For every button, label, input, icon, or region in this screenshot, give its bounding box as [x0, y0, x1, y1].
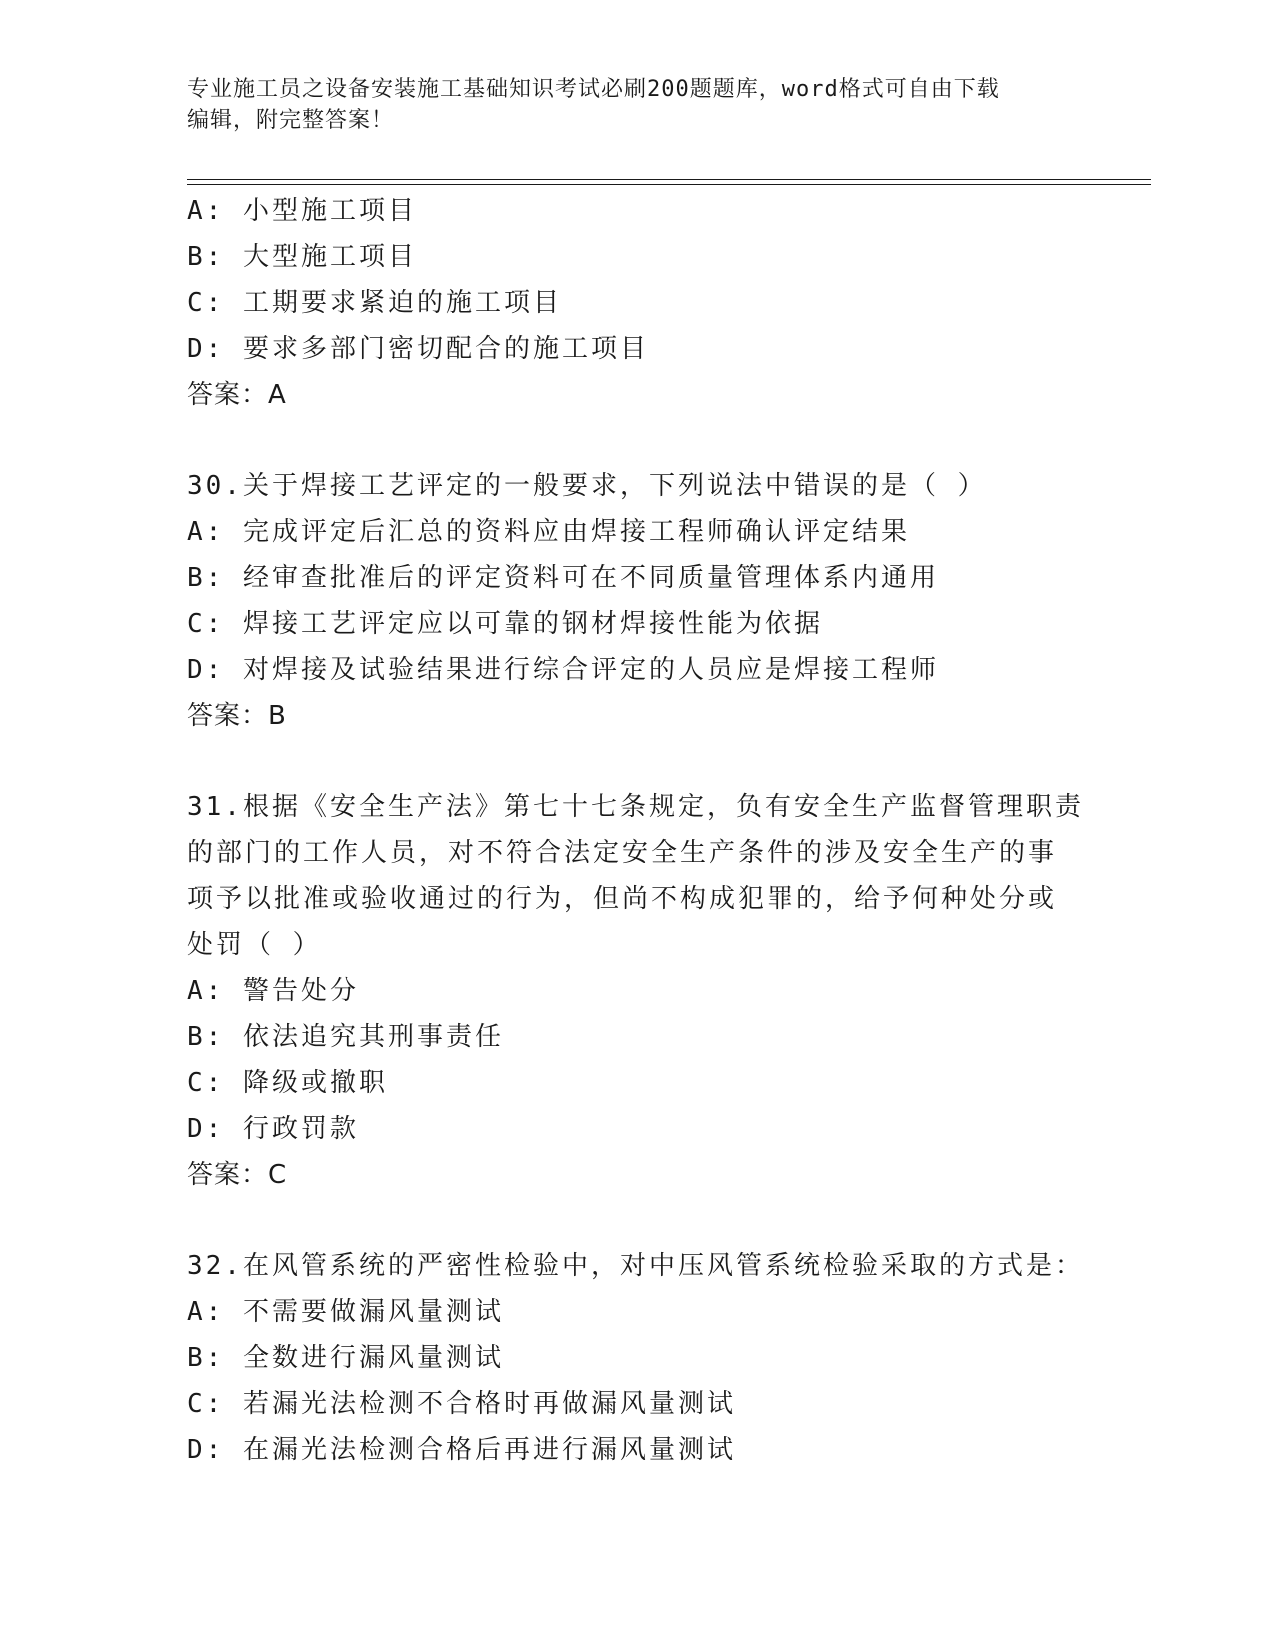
- spacer: [187, 1198, 1087, 1243]
- option-c: C: 焊接工艺评定应以可靠的钢材焊接性能为依据: [187, 609, 823, 639]
- question-stem-line-3: 项予以批准或验收通过的行为，但尚不构成犯罪的，给予何种处分或: [187, 884, 1058, 914]
- spacer: [187, 418, 1087, 463]
- option-d: D: 对焊接及试验结果进行综合评定的人员应是焊接工程师: [187, 655, 939, 685]
- answer: 答案：A: [187, 380, 287, 410]
- header-line-2: 编辑，附完整答案！: [187, 108, 395, 133]
- question-stem-line-2: 的部门的工作人员，对不符合法定安全生产条件的涉及安全生产的事: [187, 838, 1058, 868]
- question-29: [187, 188, 1087, 418]
- answer: 答案：C: [187, 1160, 288, 1190]
- question-list: [187, 188, 1087, 1473]
- option-d: D: 要求多部门密切配合的施工项目: [187, 334, 649, 364]
- question-stem: 30.关于焊接工艺评定的一般要求，下列说法中错误的是（ ）: [187, 471, 987, 501]
- option-b: B: 依法追究其刑事责任: [187, 1022, 504, 1052]
- document-header: [187, 74, 1067, 136]
- option-b: B: 经审查批准后的评定资料可在不同质量管理体系内通用: [187, 563, 939, 593]
- question-32: [187, 1243, 1087, 1473]
- option-c: C: 工期要求紧迫的施工项目: [187, 288, 562, 318]
- option-a: A: 不需要做漏风量测试: [187, 1297, 504, 1327]
- option-a: A: 完成评定后汇总的资料应由焊接工程师确认评定结果: [187, 517, 910, 547]
- option-a: A: 小型施工项目: [187, 196, 417, 226]
- option-c: C: 降级或撤职: [187, 1068, 388, 1098]
- option-d: D: 行政罚款: [187, 1114, 359, 1144]
- option-b: B: 大型施工项目: [187, 242, 417, 272]
- header-line-1: 专业施工员之设备安装施工基础知识考试必刷200题题库，word格式可自由下载: [187, 77, 1000, 102]
- option-d: D: 在漏光法检测合格后再进行漏风量测试: [187, 1435, 736, 1465]
- header-divider-top: [187, 179, 1151, 180]
- option-a: A: 警告处分: [187, 976, 359, 1006]
- question-stem: 32.在风管系统的严密性检验中，对中压风管系统检验采取的方式是：: [187, 1251, 1084, 1281]
- header-divider-bottom: [187, 184, 1151, 185]
- spacer: [187, 739, 1087, 784]
- option-c: C: 若漏光法检测不合格时再做漏风量测试: [187, 1389, 736, 1419]
- question-31: [187, 784, 1087, 1198]
- option-b: B: 全数进行漏风量测试: [187, 1343, 504, 1373]
- answer: 答案：B: [187, 701, 287, 731]
- question-30: [187, 463, 1087, 739]
- question-stem-line-1: 31.根据《安全生产法》第七十七条规定，负有安全生产监督管理职责: [187, 792, 1084, 822]
- question-stem-line-4: 处罚（ ）: [187, 930, 322, 960]
